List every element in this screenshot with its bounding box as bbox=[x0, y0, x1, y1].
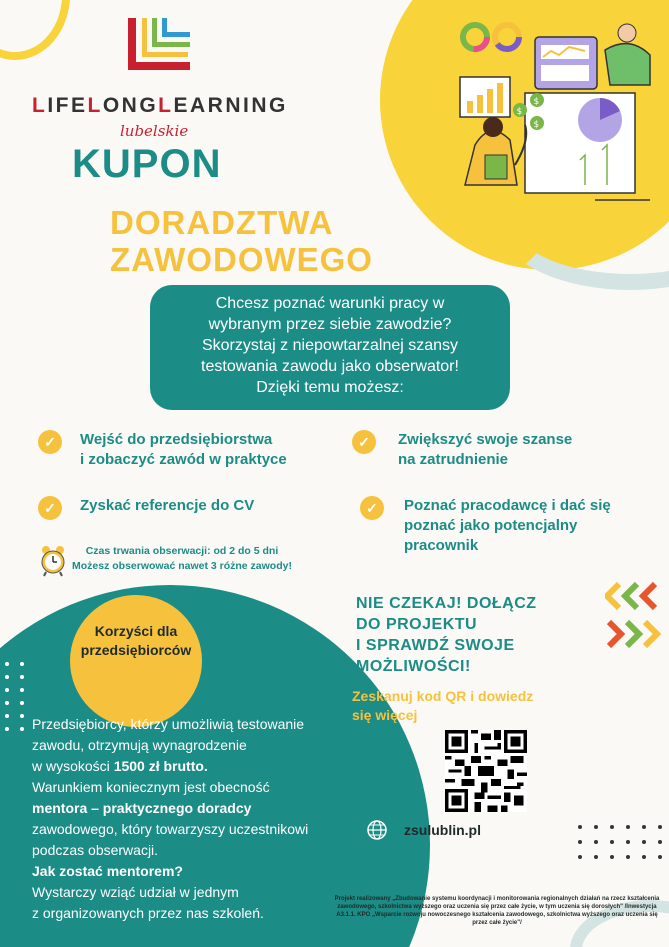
website-link[interactable]: zsulublin.pl bbox=[404, 822, 481, 838]
svg-text:$: $ bbox=[533, 120, 540, 130]
employer-description: Przedsiębiorcy, którzy umożliwią testowanie zawodu, otrzymują wynagrodzenie w wysokości 1500 zł brutto. Warunkiem koniecznym jest obecność mentora – praktycznego doradcy zawodowego, który towarzyszy uczestnikowi podczas obserwacji. Jak zostać mentorem? Wystarczy wziąć udział w jednym z organizowanych przez nas szkoleń. bbox=[32, 716, 309, 921]
business-presentation-illustration bbox=[455, 15, 655, 205]
intro-line: Chcesz poznać warunki pracy w bbox=[215, 295, 445, 312]
page-subtitle: DORADZTWA ZAWODOWEGO bbox=[110, 204, 373, 278]
benefit-item: ✓ Poznać pracodawcę i dać się poznać jako potencjalny pracownik bbox=[360, 496, 611, 556]
intro-line: wybranym przez siebie zawodzie? bbox=[208, 316, 452, 333]
intro-line: testowania zawodu jako obserwator! bbox=[201, 358, 459, 375]
benefit-item: ✓ Zyskać referencje do CV bbox=[38, 496, 254, 520]
decorative-dots bbox=[5, 662, 25, 731]
page-title: KUPON bbox=[72, 142, 222, 186]
benefit-item: ✓ Zwiększyć swoje szanse na zatrudnienie bbox=[352, 430, 572, 470]
chevron-arrows-icon bbox=[605, 578, 663, 654]
intro-line: Dzięki temu możesz: bbox=[256, 379, 404, 396]
lifelong-learning-logo-icon bbox=[128, 18, 192, 80]
checkmark-icon: ✓ bbox=[38, 430, 62, 454]
alarm-clock-icon bbox=[40, 545, 66, 577]
logo-script: lubelskie bbox=[120, 122, 189, 140]
intro-line: Skorzystaj z niepowtarzalnej szansy bbox=[201, 337, 459, 354]
svg-text:$: $ bbox=[533, 97, 540, 107]
qr-code[interactable] bbox=[445, 730, 527, 812]
employer-benefits-badge: Korzyści dla przedsiębiorców bbox=[70, 595, 202, 727]
decorative-arc bbox=[0, 0, 70, 60]
logo-wordmark: LIFELONGLEARNING bbox=[32, 94, 288, 117]
checkmark-icon: ✓ bbox=[352, 430, 376, 454]
project-footnote: Projekt realizowany „Zbudowanie systemu koordynacji i monitorowania regionalnych działań na rzecz kształcenia zawodowego, szkolnictwa wyższego oraz uczenia się przez całe życie, w tym uczenia się dorosłych" /Inwestycja A3.1.1. KPO „Wsparcie rozwoju nowoczesnego kształcenia zawodowego, szkolnictwa wyższego oraz uczenia się przez całe życie"/ bbox=[334, 896, 660, 926]
decorative-dots bbox=[578, 825, 663, 859]
call-to-action: NIE CZEKAJ! DOŁĄCZ DO PROJEKTU I SPRAWDŹ SWOJE MOŻLIWOŚCI! bbox=[356, 595, 537, 675]
benefit-item: ✓ Wejść do przedsiębiorstwa i zobaczyć zawód w praktyce bbox=[38, 430, 287, 470]
qr-caption: Zeskanuj kod QR i dowiedz się więcej bbox=[352, 688, 534, 723]
duration-info: Czas trwania obserwacji: od 2 do 5 dni Możesz obserwować nawet 3 różne zawody! bbox=[72, 545, 292, 572]
svg-text:$: $ bbox=[516, 107, 523, 117]
checkmark-icon: ✓ bbox=[360, 496, 384, 520]
checkmark-icon: ✓ bbox=[38, 496, 62, 520]
intro-box bbox=[150, 285, 510, 410]
globe-icon bbox=[362, 815, 392, 845]
